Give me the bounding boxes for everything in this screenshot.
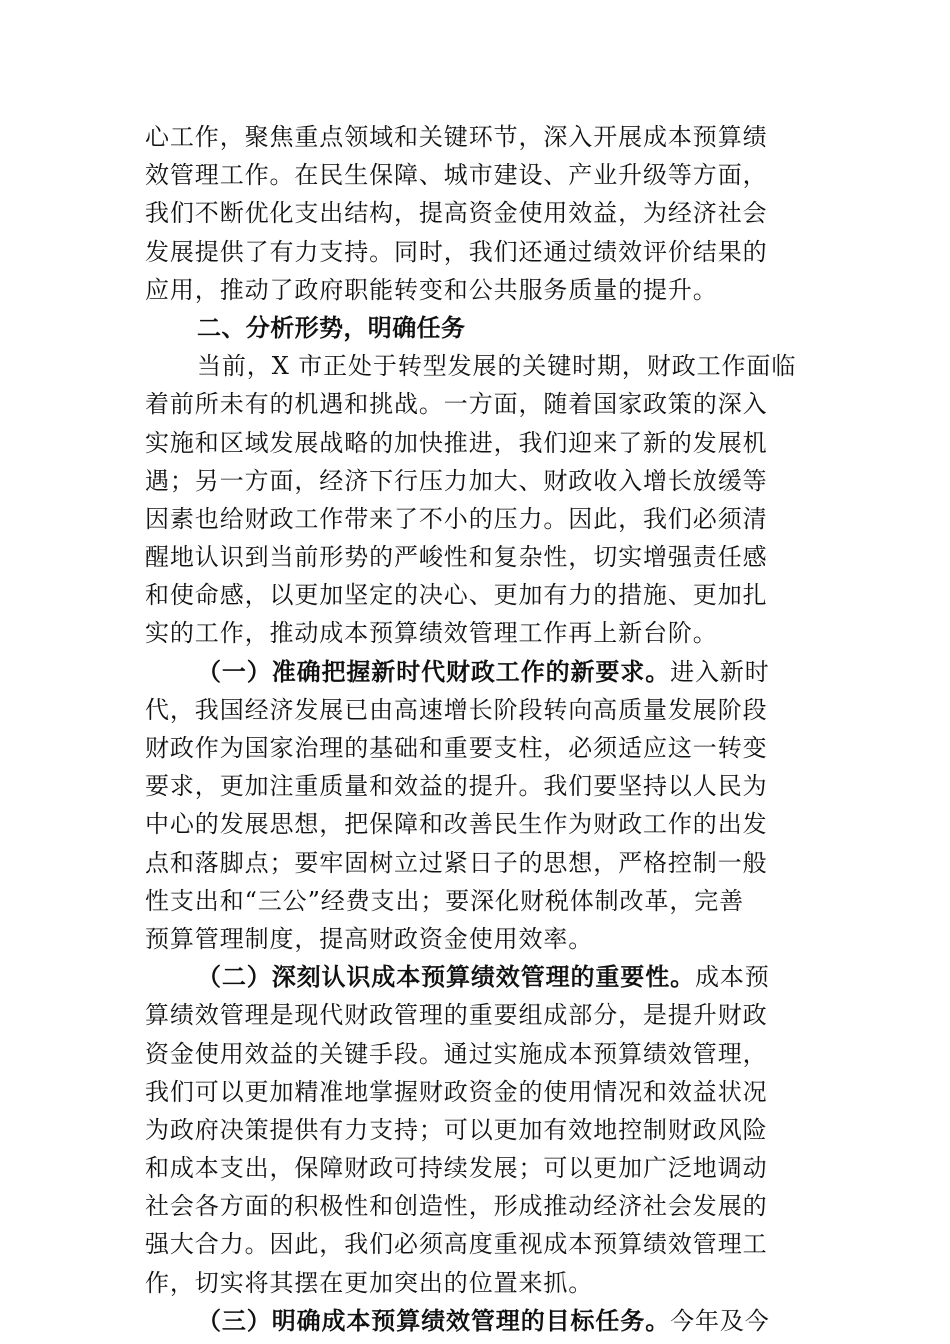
item-lead-rest: 今年及今 [670, 1306, 770, 1335]
text-line: 点和落脚点；要牢固树立过紧日子的思想，严格控制一般 [145, 848, 768, 877]
text-line: 作，切实将其摆在更加突出的位置来抓。 [145, 1268, 594, 1297]
text-line: 财政作为国家治理的基础和重要支柱，必须适应这一转变 [145, 734, 768, 762]
text-line: 强大合力。因此，我们必须高度重视成本预算绩效管理工 [145, 1230, 768, 1259]
text-line: 中心的发展思想，把保障和改善民生作为财政工作的出发 [145, 810, 768, 839]
item-lead: （一）准确把握新时代财政工作的新要求。 [197, 656, 671, 686]
document-body [145, 118, 807, 1340]
text-line: 心工作，聚焦重点领域和关键环节，深入开展成本预算绩 [145, 123, 768, 151]
text-line: 遇；另一方面，经济下行压力加大、财政收入增长放缓等 [145, 466, 768, 495]
item-first-line [145, 958, 807, 996]
item-first-line [145, 653, 807, 691]
text-line: 效管理工作。在民生保障、城市建设、产业升级等方面， [145, 161, 768, 190]
text-line: 为政府决策提供有力支持；可以更加有效地控制财政风险 [145, 1115, 768, 1144]
section-heading: 二、分析形势，明确任务 [197, 313, 466, 342]
item-lead: （三）明确成本预算绩效管理的目标任务。 [197, 1305, 671, 1335]
text-line: 算绩效管理是现代财政管理的重要组成部分，是提升财政 [145, 1001, 768, 1030]
text-line: 发展提供了有力支持。同时，我们还通过绩效评价结果的 [145, 237, 768, 266]
text-line: 要求，更加注重质量和效益的提升。我们要坚持以人民为 [145, 772, 768, 801]
text-line: 和成本支出，保障财政可持续发展；可以更加广泛地调动 [145, 1154, 768, 1183]
text-line: 社会各方面的积极性和创造性，形成推动经济社会发展的 [145, 1192, 768, 1221]
text-line: 当前，X 市正处于转型发展的关键时期，财政工作面临 [197, 352, 797, 381]
text-line: 醒地认识到当前形势的严峻性和复杂性，切实增强责任感 [145, 543, 768, 572]
text-line: 我们可以更加精准地掌握财政资金的使用情况和效益状况 [145, 1077, 768, 1106]
text-line: 资金使用效益的关键手段。通过实施成本预算绩效管理， [145, 1039, 768, 1068]
item-first-line [145, 1302, 807, 1340]
text-line: 应用，推动了政府职能转变和公共服务质量的提升。 [145, 275, 718, 304]
text-line: 我们不断优化支出结构，提高资金使用效益，为经济社会 [145, 199, 768, 228]
item-lead: （二）深刻认识成本预算绩效管理的重要性。 [197, 962, 695, 992]
text-line: 着前所未有的机遇和挑战。一方面，随着国家政策的深入 [145, 390, 768, 419]
item-lead-rest: 成本预 [695, 963, 770, 992]
text-line: 因素也给财政工作带来了不小的压力。因此，我们必须清 [145, 504, 768, 533]
text-line: 代，我国经济发展已由高速增长阶段转向高质量发展阶段 [145, 695, 768, 724]
text-line: 实施和区域发展战略的加快推进，我们迎来了新的发展机 [145, 428, 768, 457]
item-lead-rest: 进入新时 [670, 657, 770, 686]
text-line: 和使命感，以更加坚定的决心、更加有力的措施、更加扎 [145, 581, 768, 610]
text-line: 性支出和“三公”经费支出；要深化财税体制改革，完善 [145, 886, 745, 915]
text-line: 预算管理制度，提高财政资金使用效率。 [145, 924, 594, 953]
text-line: 实的工作，推动成本预算绩效管理工作再上新台阶。 [145, 619, 718, 648]
